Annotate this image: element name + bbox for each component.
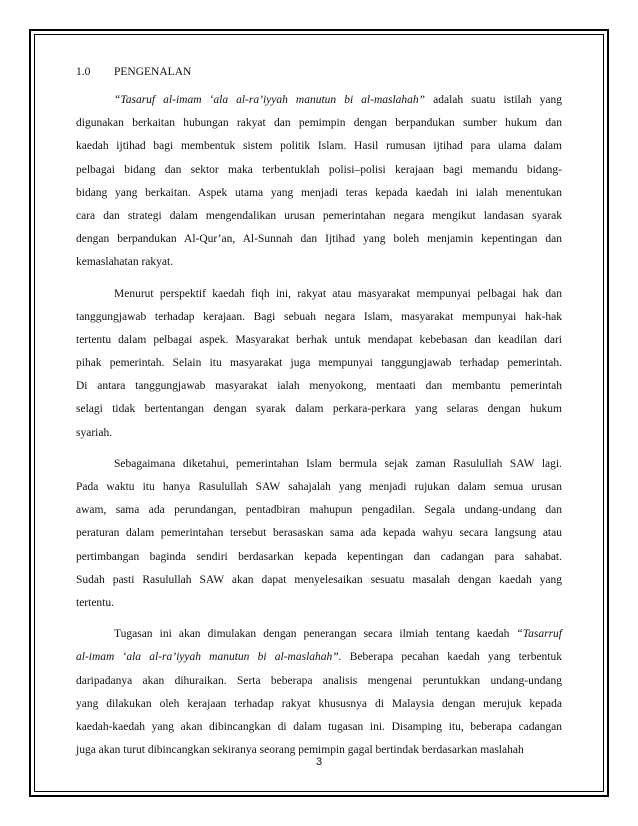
text-line: [76, 522, 562, 545]
text-line: [76, 546, 562, 569]
text-run: tanggungjawab terhadap kerajaan. Bagi sebuah negara Islam, masyarakat mempunyai hak-hak: [76, 310, 562, 323]
text-run: cara dan strategi dalam mengendalikan urusan pemerintahan negara mengikut landasan syarak: [76, 209, 562, 222]
text-run: pelbagai bidang dan sektor maka terbentuklah polisi–polisi kerajaan bagi memandu bidang-: [76, 163, 562, 176]
italic-text: “Tasaruf al-imam ‘ala al-ra’iyyah manutun bi al-maslahah”: [114, 94, 426, 106]
text-line: [76, 398, 562, 421]
text-run: adalah suatu istilah yang: [425, 94, 562, 106]
text-line: [76, 646, 562, 669]
text-run: Menurut perspektif kaedah fiqh ini, rakyat atau masyarakat mempunyai pelbagai hak dan: [114, 287, 562, 300]
text-line: [76, 623, 562, 646]
text-line: [76, 89, 562, 112]
paragraphs: [76, 89, 562, 762]
text-line: [76, 453, 562, 476]
text-run: Pada waktu itu hanya Rasulullah SAW sahajalah yang menjadi rujukan dalam semua urusan: [76, 481, 562, 493]
text-run: Di antara tanggungjawab masyarakat ialah menyokong, mentaati dan membantu pemerintah: [76, 380, 562, 393]
text-run: dengan berpandukan Al-Qur’an, Al-Sunnah dan Ijtihad yang boleh menjamin kepentingan dan: [76, 233, 562, 246]
text-run: pertimbangan baginda sendiri berdasarkan kepada kepentingan dan cadangan para sahabat.: [76, 550, 562, 563]
text-run: daripadanya akan dihuraikan. Serta beberapa analisis mengenai peruntukkan undang-undang: [76, 674, 562, 687]
text-line: [76, 228, 562, 251]
text-run: peraturan dalam pemerintahan tersebut berasaskan sama ada kepada wahyu secara langsung atau: [76, 527, 562, 540]
text-line: [76, 306, 562, 329]
text-line: [76, 251, 562, 274]
paragraph: [76, 623, 562, 762]
text-line: [76, 329, 562, 352]
text-run: juga akan turut dibincangkan sekiranya seorang pemimpin gagal bertindak berdasarkan maslahah: [76, 744, 524, 757]
text-run: bidang yang berkaitan. Aspek utama yang menjadi teras kepada kaedah ini ialah menentukan: [76, 186, 562, 199]
italic-text: “Tasarruf: [516, 628, 562, 641]
paragraph: [76, 89, 562, 275]
document-body: [76, 62, 562, 762]
text-line: [76, 205, 562, 228]
section-title: PENGENALAN: [114, 66, 192, 78]
text-run: Beberapa pecahan kaedah yang terbentuk: [341, 651, 562, 664]
text-line: [76, 476, 562, 499]
text-line: [76, 159, 562, 182]
text-line: [76, 112, 562, 135]
text-line: [76, 716, 562, 739]
text-line: [76, 569, 562, 592]
section-heading: [76, 62, 562, 82]
text-run: kaedah-kaedah yang akan dibincangkan di dalam tugasan ini. Disamping itu, beberapa cadangan: [76, 720, 562, 733]
paragraph: [76, 283, 562, 445]
page-number: 3: [315, 756, 323, 768]
text-run: awam, sama ada perundangan, pentadbiran mahupun pengadilan. Segala undang-undang dan: [76, 504, 562, 517]
text-line: [76, 352, 562, 375]
text-run: Tugasan ini akan dimulakan dengan penerangan secara ilmiah tentang kaedah: [114, 628, 517, 641]
text-line: [76, 670, 562, 693]
text-run: selagi tidak bertentangan dengan syarak dalam perkara-perkara yang selaras dengan hukum: [76, 403, 562, 416]
text-run: tertentu.: [76, 596, 114, 609]
text-run: tertentu dalam pelbagai aspek. Masyarakat berhak untuk mendapat kebebasan dan keadilan dari: [76, 333, 562, 346]
text-line: [76, 592, 562, 615]
text-run: kemaslahatan rakyat.: [76, 256, 174, 269]
text-run: Sebagaimana diketahui, pemerintahan Islam bermula sejak zaman Rasulullah SAW lagi.: [114, 457, 562, 470]
text-run: syariah.: [76, 426, 113, 439]
text-run: kaedah ijtihad bagi membentuk sistem politik Islam. Hasil rumusan ijtihad para ulama dalam: [76, 140, 562, 153]
text-line: [76, 375, 562, 398]
text-line: [76, 693, 562, 716]
text-run: digunakan berkaitan hubungan rakyat dan pemimpin dengan berpandukan sumber hukum dan: [76, 117, 562, 130]
text-line: [76, 182, 562, 205]
italic-text: al-imam ‘ala al-ra’iyyah manutun bi al-maslahah”.: [76, 651, 342, 664]
text-line: [76, 499, 562, 522]
paragraph: [76, 453, 562, 615]
text-line: [76, 283, 562, 306]
text-run: yang dilakukan oleh kerajaan terhadap rakyat khususnya di Malaysia dengan merujuk kepada: [76, 697, 562, 710]
text-run: pihak pemerintah. Selain itu masyarakat juga mempunyai tanggungjawab terhadap pemerintah.: [76, 357, 562, 370]
text-line: [76, 422, 562, 445]
section-number: 1.0: [76, 66, 91, 78]
text-run: Sudah pasti Rasulullah SAW akan dapat menyelesaikan sesuatu masalah dengan kaedah yang: [76, 573, 562, 586]
text-line: [76, 135, 562, 158]
